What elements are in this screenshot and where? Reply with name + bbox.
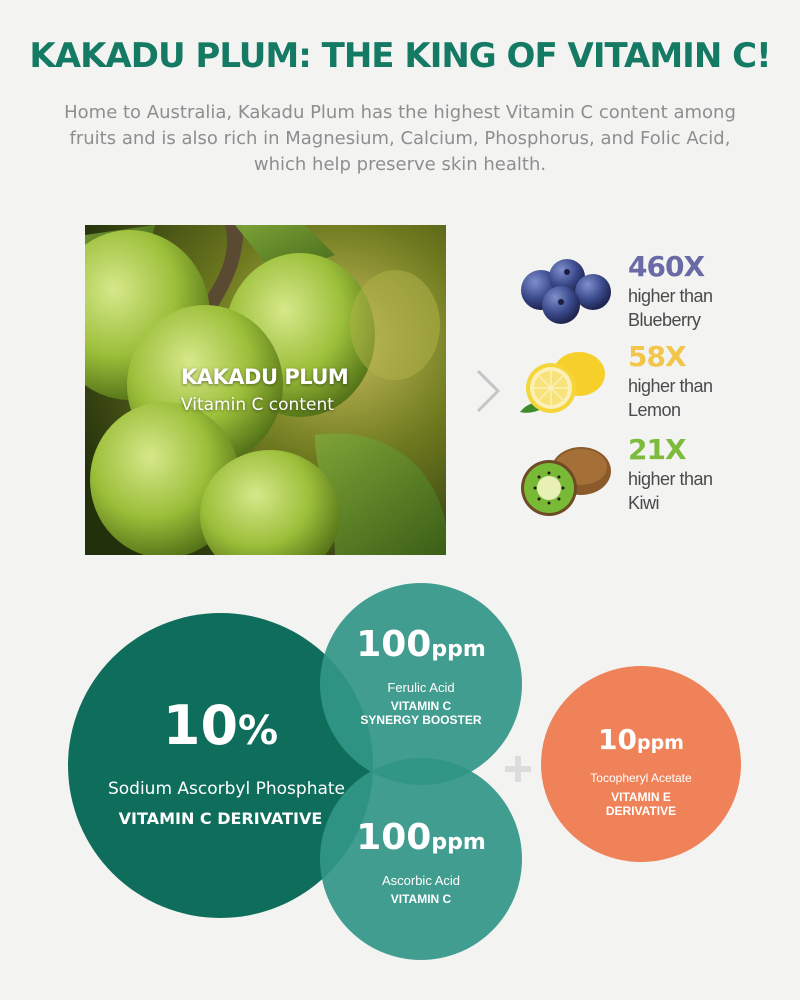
ingredient-name: Tocopheryl Acetate	[590, 771, 692, 785]
lemon-icon	[515, 340, 615, 420]
ingredient-ferulic-acid	[320, 583, 522, 785]
ingredient-unit: ppm	[636, 732, 684, 754]
ingredient-value: 100	[356, 624, 432, 665]
blueberry-icon	[515, 250, 615, 330]
ingredient-unit: ppm	[431, 830, 486, 855]
photo-label-title: KAKADU PLUM	[181, 365, 349, 389]
comparison-line1: higher than	[628, 376, 713, 396]
page-title: KAKADU PLUM: THE KING OF VITAMIN C!	[29, 36, 771, 76]
ingredient-tag: DERIVATIVE	[605, 804, 677, 818]
ingredient-name: Ascorbic Acid	[381, 873, 461, 888]
ingredient-tag: VITAMIN C	[390, 699, 452, 713]
comparison-fruit: Kiwi	[628, 493, 660, 513]
ingredient-ascorbic-acid	[320, 758, 522, 960]
ingredient-value: 100	[356, 817, 432, 858]
ingredient-name: Ferulic Acid	[387, 680, 455, 695]
comparison-kiwi	[515, 433, 775, 523]
chevron-right-icon	[474, 368, 502, 414]
ingredient-tocopheryl-acetate	[541, 666, 741, 862]
comparison-multiplier: 21X	[628, 433, 686, 466]
ingredient-tag: VITAMIN E	[611, 790, 671, 804]
comparison-lemon	[515, 340, 775, 430]
comparison-multiplier: 460X	[628, 250, 705, 283]
ingredient-tag: SYNERGY BOOSTER	[360, 713, 482, 727]
ingredient-value: 10	[598, 723, 637, 756]
ingredient-tag: VITAMIN C	[390, 892, 452, 906]
kakadu-plum-photo	[85, 225, 446, 555]
ingredient-value: 10	[162, 694, 239, 757]
comparison-blueberry	[515, 250, 775, 340]
comparison-line1: higher than	[628, 469, 713, 489]
kiwi-icon	[515, 433, 615, 523]
comparison-fruit: Lemon	[628, 400, 681, 420]
plus-icon	[505, 756, 531, 782]
ingredient-unit: %	[238, 708, 279, 754]
ingredient-unit: ppm	[431, 637, 486, 662]
comparison-fruit: Blueberry	[628, 310, 701, 330]
comparison-multiplier: 58X	[628, 340, 686, 373]
photo-label-subtitle: Vitamin C content	[181, 395, 334, 415]
page-subtitle: Home to Australia, Kakadu Plum has the highest Vitamin C content among fruits and is also rich in Magnesium, Calcium, Phosphorus, and Folic Acid, which help preserve skin health.	[64, 102, 736, 175]
comparison-line1: higher than	[628, 286, 713, 306]
ingredient-tag: VITAMIN C DERIVATIVE	[118, 809, 323, 828]
ingredient-name: Sodium Ascorbyl Phosphate	[107, 779, 346, 799]
